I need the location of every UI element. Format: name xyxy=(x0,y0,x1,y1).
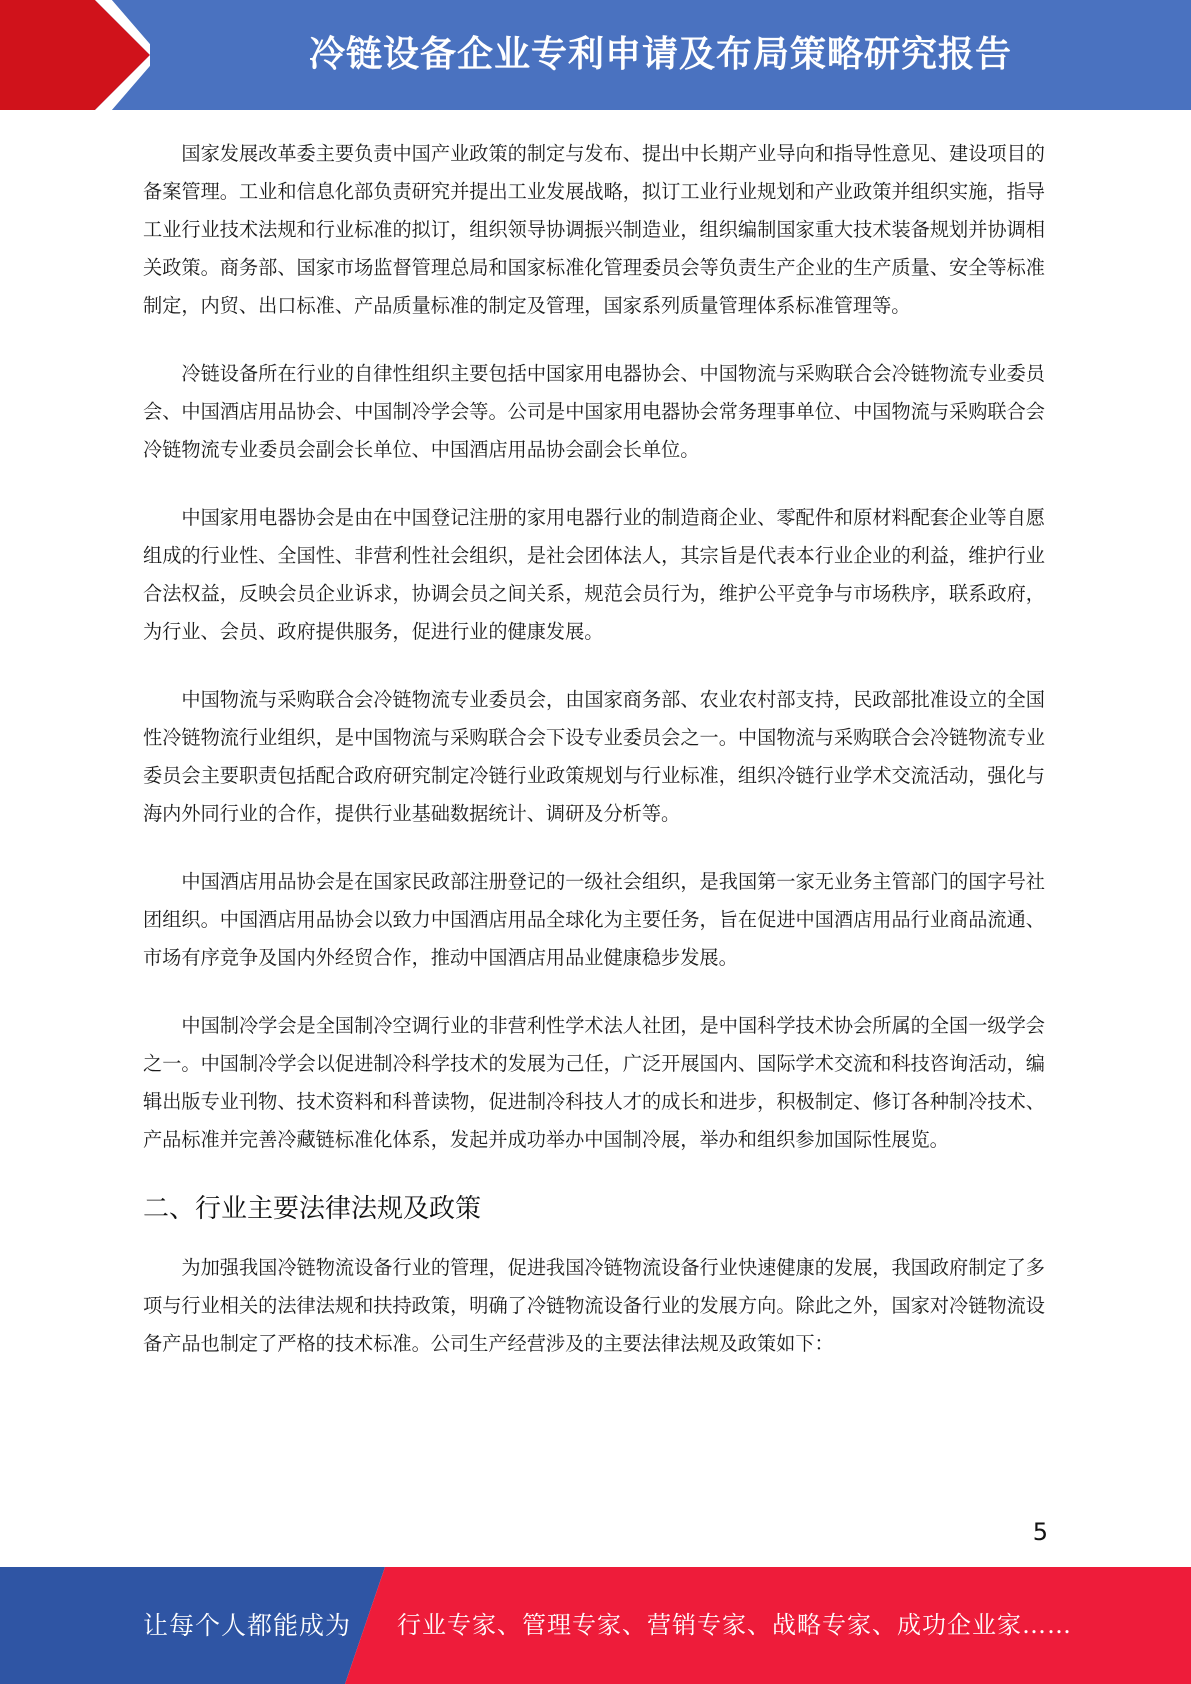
page-footer xyxy=(0,1567,1191,1684)
section-paragraph: 为加强我国冷链物流设备行业的管理，促进我国冷链物流设备行业快速健康的发展，我国政府制定了多项与行业相关的法律法规和扶持政策，明确了冷链物流设备行业的发展方向。除此之外，国家对冷链物流设备产品也制定了严格的技术标准。公司生产经营涉及的主要法律法规及政策如下： xyxy=(143,1256,1045,1355)
section-heading: 二、行业主要法律法规及政策 xyxy=(143,1194,482,1224)
paragraph: 中国物流与采购联合会冷链物流专业委员会，由国家商务部、农业农村部支持，民政部批准设立的全国性冷链物流行业组织，是中国物流与采购联合会下设专业委员会之一。中国物流与采购联合会冷链物流专业委员会主要职责包括配合政府研究制定冷链行业政策规划与行业标准，组织冷链行业学术交流活动，强化与海内外同行业的合作，提供行业基础数据统计、调研及分析等。 xyxy=(143,688,1045,825)
paragraph: 中国酒店用品协会是在国家民政部注册登记的一级社会组织，是我国第一家无业务主管部门的国字号社团组织。中国酒店用品协会以致力中国酒店用品全球化为主要任务，旨在促进中国酒店用品行业商品流通、市场有序竞争及国内外经贸合作，推动中国酒店用品业健康稳步发展。 xyxy=(143,870,1045,969)
page-number: 5 xyxy=(1032,1518,1048,1546)
report-title: 冷链设备企业专利申请及布局策略研究报告 xyxy=(308,34,1012,75)
footer-slogan-right: 行业专家、管理专家、营销专家、战略专家、成功企业家…… xyxy=(397,1611,1072,1639)
paragraph: 冷链设备所在行业的自律性组织主要包括中国家用电器协会、中国物流与采购联合会冷链物流专业委员会、中国酒店用品协会、中国制冷学会等。公司是中国家用电器协会常务理事单位、中国物流与采购联合会冷链物流专业委员会副会长单位、中国酒店用品协会副会长单位。 xyxy=(143,362,1045,461)
paragraph: 国家发展改革委主要负责中国产业政策的制定与发布、提出中长期产业导向和指导性意见、建设项目的备案管理。工业和信息化部负责研究并提出工业发展战略，拟订工业行业规划和产业政策并组织实施，指导工业行业技术法规和行业标准的拟订，组织领导协调振兴制造业，组织编制国家重大技术装备规划并协调相关政策。商务部、国家市场监督管理总局和国家标准化管理委员会等负责生产企业的生产质量、安全等标准制定，内贸、出口标准、产品质量标准的制定及管理，国家系列质量管理体系标准管理等。 xyxy=(143,142,1045,317)
document-body xyxy=(143,135,1045,1393)
page-header xyxy=(0,0,1191,110)
footer-slogan-left: 让每个人都能成为 xyxy=(143,1611,352,1640)
header-arrow-decoration xyxy=(0,0,150,110)
paragraph: 中国制冷学会是全国制冷空调行业的非营利性学术法人社团，是中国科学技术协会所属的全国一级学会之一。中国制冷学会以促进制冷科学技术的发展为己任，广泛开展国内、国际学术交流和科技咨询活动，编辑出版专业刊物、技术资料和科普读物，促进制冷科技人才的成长和进步，积极制定、修订各种制冷技术、产品标准并完善冷藏链标准化体系，发起并成功举办中国制冷展，举办和组织参加国际性展览。 xyxy=(143,1014,1045,1151)
paragraph: 中国家用电器协会是由在中国登记注册的家用电器行业的制造商企业、零配件和原材料配套企业等自愿组成的行业性、全国性、非营利性社会组织，是社会团体法人，其宗旨是代表本行业企业的利益，维护行业合法权益，反映会员企业诉求，协调会员之间关系，规范会员行为，维护公平竞争与市场秩序，联系政府，为行业、会员、政府提供服务，促进行业的健康发展。 xyxy=(143,506,1045,643)
